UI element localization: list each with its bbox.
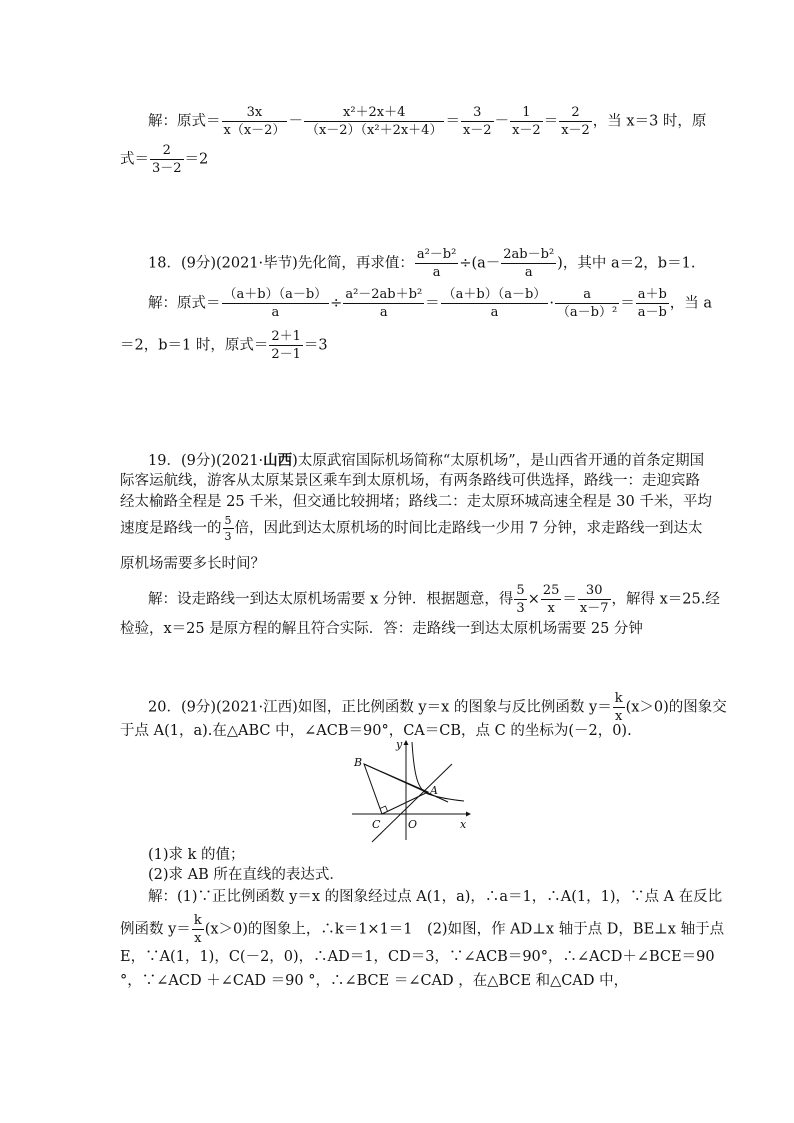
fraction: $\frac{\text{a²－b²}}{a}$	[416, 247, 457, 280]
fraction: $\frac{3}{x-2}$	[462, 105, 492, 138]
fraction: $\frac{(a+b)(a-b)}{a}$	[223, 287, 328, 320]
fraction: $\frac{2}{x-2}$	[561, 105, 590, 138]
fraction: $\frac{2}{3-2}$	[152, 143, 182, 176]
p20-question-line1: 20．(9分)(2021·江西)如图，正比例函数 y＝x 的图象与反比例函数 y＝ $\frac{k}{x}$ (x＞0)的图象交	[148, 691, 727, 724]
p18-solution-line2: ＝2，b＝1 时，原式＝ $\frac{2+1}{2-1}$ ＝3	[120, 329, 328, 362]
label-a: A	[430, 784, 438, 797]
p20-solution-line3: E，∵A(1，1)，C(－2，0)，∴AD＝1，CD＝3，∵∠ACB＝90°，∴∠ACD＋∠BCE＝90	[120, 949, 715, 965]
p18-question: 18．(9分)(2021·毕节)先化简，再求值： $\frac{\text{a²－b²}}{a}$ ÷(a－ $\frac{\text{2ab－b²}}{a}$ )，其中 a＝2，b＝1.	[148, 247, 696, 280]
label-y: y	[396, 738, 403, 751]
function-figure	[340, 736, 480, 844]
p17-solution-line2: 式＝ $\frac{2}{3-2}$ ＝2	[120, 143, 209, 176]
fraction: $\frac{30}{x-7}$	[579, 583, 609, 616]
label-b: B	[354, 756, 363, 769]
fraction: $\frac{5}{3}$	[224, 514, 232, 543]
fraction: $\frac{k}{x}$	[614, 691, 623, 724]
fraction: $\frac{1}{x-2}$	[512, 105, 541, 138]
p20-q1: (1)求 k 的值；	[148, 847, 245, 863]
p19-question-line3: 经太榆路全程是 25 千米，但交通比较拥堵；路线二：走太原环城高速全程是 30 千米，平均	[120, 494, 712, 510]
p19-solution-line2: 检验，x＝25 是原方程的解且符合实际．答：走路线一到达太原机场需要 25 分钟	[120, 621, 643, 637]
p20-solution-line2: 例函数 y＝ $\frac{k}{x}$ (x＞0)的图象上，∴k＝1×1＝1 (2)如图，作 AD⊥x 轴于点 D，BE⊥x 轴于点	[120, 913, 725, 946]
p20-q2: (2)求 AB 所在直线的表达式．	[148, 867, 344, 883]
p19-question-line5: 原机场需要多长时间？	[120, 556, 265, 572]
fraction: $\frac{25}{x}$	[542, 583, 560, 616]
fraction: $\frac{\text{x²＋2x＋4}}{\text{（x－2）（x²＋2x＋4）}}$	[305, 105, 443, 138]
p17-solution-line1: 解：原式＝ $\frac{3x}{x(x-2)}$ － $\frac{\text{x²＋2x＋4}}{\text{（x－2）（x²＋2x＋4）}}$ ＝ $\frac{3}{x-2}$ － $\frac{1}{x-2}$ ＝ $\frac{2}{x-2}$ ，当 x＝3 时，原	[148, 105, 707, 138]
fraction: $\frac{(a+b)(a-b)}{a}$	[442, 287, 547, 320]
label-x: x	[460, 818, 467, 831]
p20-question-line2: 于点 A(1，a).在△ABC 中，∠ACB＝90°，CA＝CB，点 C 的坐标为(－2，0).	[120, 723, 632, 739]
p19-question-line1: 19．(9分)(2021·山西)太原武宿国际机场简称“太原机场”，是山西省开通的首条定期国	[148, 452, 705, 469]
p19-question-line2: 际客运航线，游客从太原某景区乘车到太原机场，有两条路线可供选择，路线一：走迎宾路	[120, 473, 700, 489]
fraction: $\frac{a}{\text{（a－b）²}}$	[556, 287, 618, 320]
p19-question-line4: 速度是路线一的 $\frac{5}{3}$ 倍，因此到达太原机场的时间比走路线一少用 7 分钟，求走路线一到达太	[120, 514, 703, 543]
fraction: $\frac{\text{a²－2ab＋b²}}{a}$	[345, 287, 423, 320]
p19-solution-line1: 解：设走路线一到达太原机场需要 x 分钟．根据题意，得 $\frac{5}{3}$ × $\frac{25}{x}$ ＝ $\frac{30}{x-7}$ ，解得 x＝25.经	[148, 583, 720, 616]
p18-solution-line1: 解：原式＝ $\frac{(a+b)(a-b)}{a}$ ÷ $\frac{\text{a²－2ab＋b²}}{a}$ ＝ $\frac{(a+b)(a-b)}{a}$ · $\frac{a}{\text{（a－b）²}}$ ＝ $\frac{a+b}{a-b}$ ，当 a	[148, 287, 713, 320]
fraction: $\frac{\text{2ab－b²}}{a}$	[503, 247, 555, 280]
fraction: $\frac{a+b}{a-b}$	[637, 287, 667, 320]
p20-solution-line1: 解：(1)∵正比例函数 y＝x 的图象经过点 A(1，a)，∴a＝1，∴A(1，1)，∵点 A 在反比	[148, 889, 723, 905]
p20-solution-line4: °，∵∠ACD ＋∠CAD ＝90 °，∴∠BCE ＝∠CAD ，在△BCE 和△CAD 中，	[120, 973, 629, 989]
fraction: $\frac{5}{3}$	[516, 583, 525, 616]
y-axis-arrow	[404, 740, 409, 745]
label-c: C	[372, 818, 381, 831]
x-axis-arrow	[466, 812, 471, 817]
hyperbola-curve	[412, 742, 464, 801]
fraction: $\frac{2+1}{2-1}$	[271, 329, 301, 362]
fraction: $\frac{3x}{x(x-2)}$	[223, 105, 286, 138]
label-o: O	[408, 818, 418, 831]
fraction: $\frac{k}{x}$	[193, 913, 202, 946]
